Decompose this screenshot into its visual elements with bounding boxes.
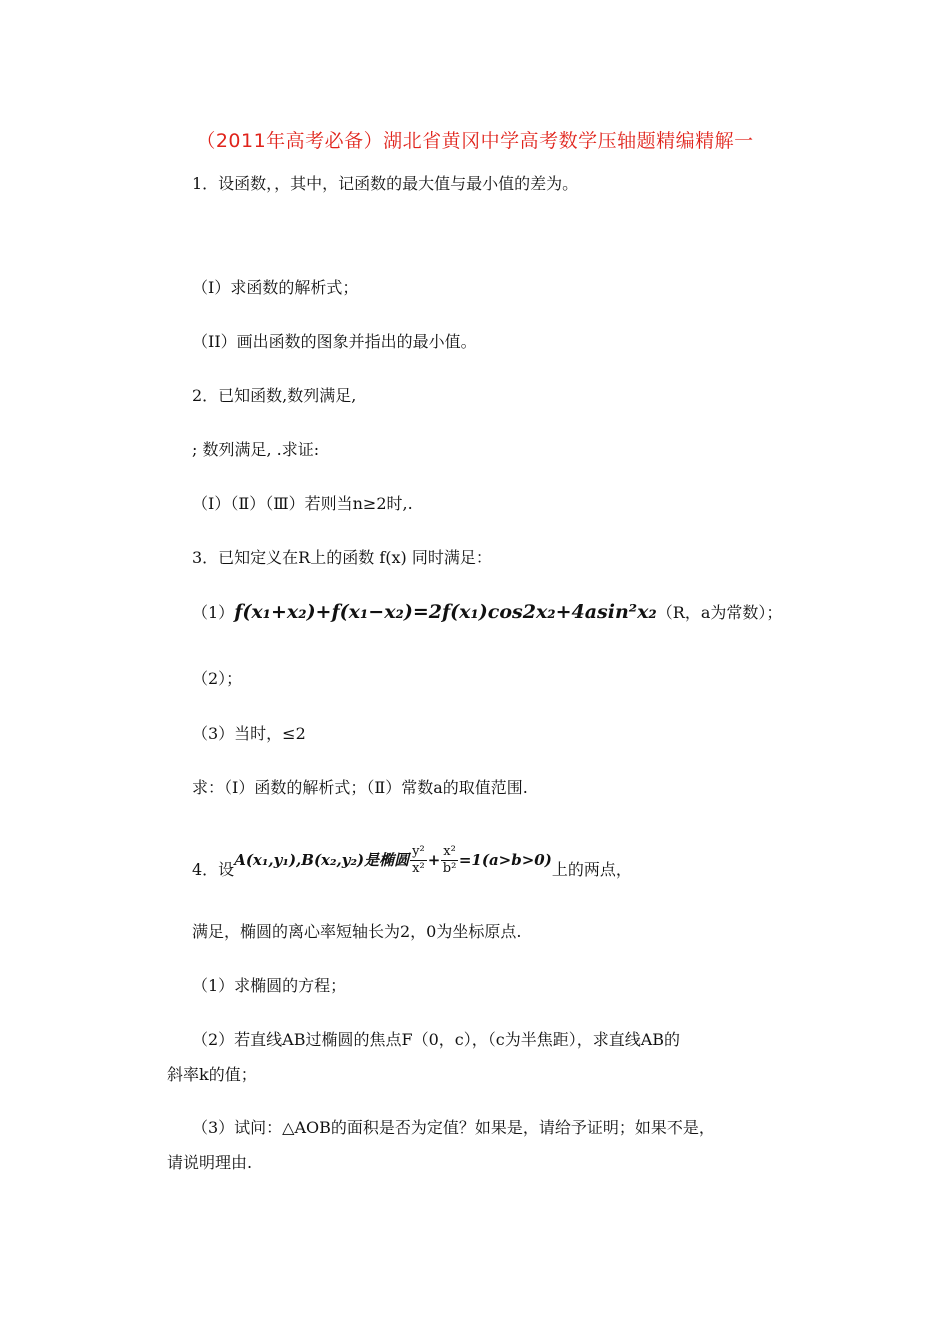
q4-fraction-2 [441,844,458,877]
q4-formula-tail: =1(a>b>0) [458,851,552,869]
q4-frac2-den: b² [442,861,457,876]
q1-statement: 1．设函数，，其中，记函数的最大值与最小值的差为。 [192,174,579,193]
q3-condition-3: （3）当时，≤2 [192,724,306,743]
q4-fraction-1 [410,844,427,877]
page-title: （2011年高考必备）湖北省黄冈中学高考数学压轴题精编精解一 [196,130,754,152]
q3-condition-2: （2）； [192,669,243,688]
q4-part2-line2: 斜率k的值； [167,1065,257,1084]
q4-frac2-num: x² [443,844,456,859]
q3-c1-prefix: （1） [192,603,235,622]
q4-prefix: 4．设 [192,860,235,879]
q4-part2-line1: （2）若直线AB过椭圆的焦点F（0，c），（c为半焦距），求直线AB的 [192,1030,681,1049]
q3-condition-1 [192,600,782,625]
q2-line2: ; 数列满足, .求证: [192,440,320,459]
q2-line3: （Ⅰ）（Ⅱ）（Ⅲ）若则当n≥2时,. [192,494,413,513]
q3-functional-equation: f(x₁+x₂)+f(x₁−x₂)=2f(x₁)cos2x₂+4asin²x₂ [234,601,657,623]
q3-question: 求：（Ⅰ）函数的解析式；（Ⅱ）常数a的取值范围. [192,778,528,797]
q1-part2: （II）画出函数的图象并指出的最小值。 [192,332,477,351]
q4-points-formula: A(x₁,y₁),B(x₂,y₂)是椭圆 [234,851,410,869]
q3-c1-suffix: （R，a为常数）； [656,603,783,622]
q4-line2: 满足，椭圆的离心率短轴长为2，0为坐标原点. [192,922,522,941]
q4-statement: 4．设A(x₁,y₁),B(x₂,y₂)是椭圆 $\frac{\text{y²}}{\text{x²}}$ + $\frac{\text{x²}}{\text{b²}}$ =1(a>b>0)上的两点， [192,844,632,879]
q2-statement: 2．已知函数,数列满足, [192,386,357,405]
q4-part1: （1）求椭圆的方程； [192,976,347,995]
q3-statement: 3．已知定义在R上的函数 f(x) 同时满足： [192,548,492,567]
q4-frac1-den: x² [412,861,425,876]
q1-part1: （I）求函数的解析式； [192,278,359,297]
q4-part3-line1: （3）试问：△AOB的面积是否为定值？如果是，请给予证明；如果不是， [192,1118,715,1137]
q4-suffix: 上的两点， [551,860,632,879]
q4-part3-line2: 请说明理由. [167,1153,253,1172]
q4-frac1-num: y² [412,844,425,859]
